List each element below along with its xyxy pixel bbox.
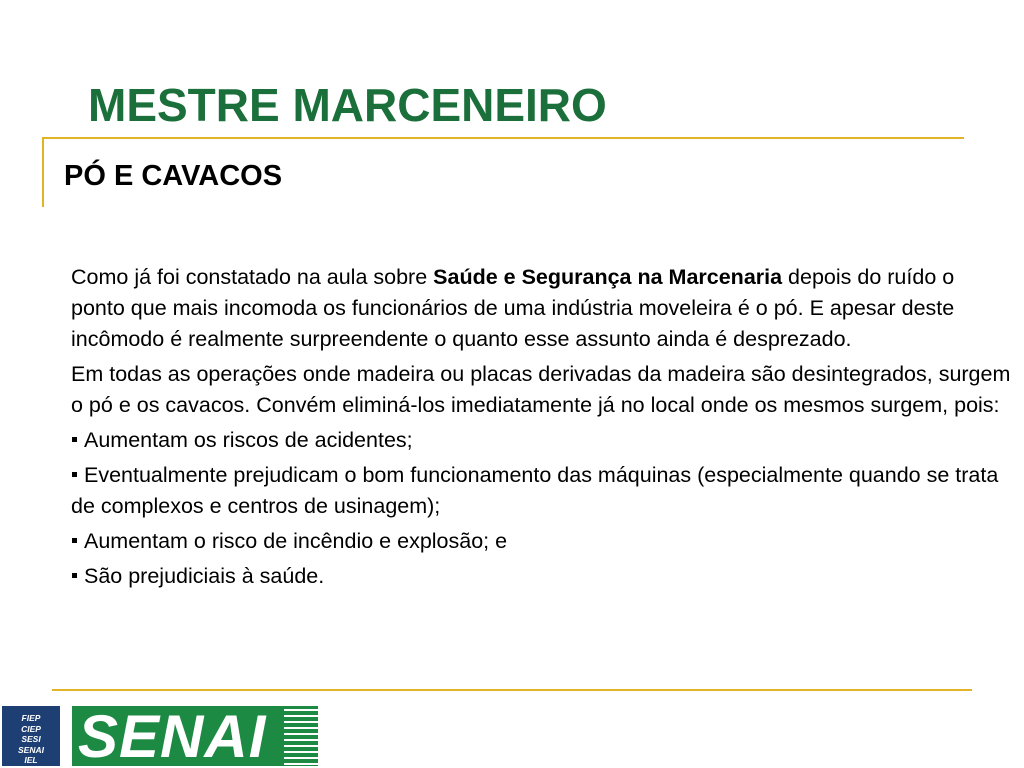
- senai-logo-stripes: [284, 706, 318, 766]
- senai-logo-text: SENAI: [78, 706, 267, 766]
- fiep-logo-line: CIEP: [21, 723, 41, 734]
- paragraph-intro-bold: Saúde e Segurança na Marcenaria: [433, 265, 783, 289]
- fiep-logo-line: SESI: [21, 734, 41, 744]
- fiep-logo-line: IEL: [24, 755, 38, 765]
- fiep-logo: [2, 706, 60, 766]
- fiep-logo-line: FIEP: [21, 713, 41, 723]
- bullet-icon: [72, 538, 77, 543]
- bullet-item: [71, 460, 1011, 522]
- paragraph-operations: Em todas as operações onde madeira ou placas derivadas da madeira são desintegrados, surgem o pó e os cavacos. Convém eliminá-los imediatamente já no local onde os mesmos surgem, pois:: [71, 362, 1011, 417]
- bullet-text: Aumentam os riscos de acidentes;: [84, 428, 413, 452]
- paragraph-intro-text-end: depois do ruído o ponto que mais incomoda os funcionários de uma indústria moveleira é o pó. E apesar deste incômodo é realmente surpreendente o quanto esse assunto ainda é desprezado.: [71, 265, 955, 351]
- slide-subtitle: PÓ E CAVACOS: [64, 160, 283, 192]
- paragraph-intro: [71, 262, 1011, 355]
- slide-title: MESTRE MARCENEIRO: [88, 79, 607, 131]
- bottom-divider: [52, 689, 972, 691]
- bullet-text: São prejudiciais à saúde.: [84, 564, 325, 588]
- fiep-logo-line: SENAI: [18, 744, 44, 755]
- bullet-icon: [72, 472, 77, 477]
- bullet-text: Aumentam o risco de incêndio e explosão; e: [84, 529, 508, 553]
- bullet-item: [71, 561, 1011, 592]
- bullet-icon: [72, 437, 77, 442]
- bullet-icon: [72, 573, 77, 578]
- bullet-item: [71, 425, 1011, 456]
- senai-logo: [72, 706, 318, 766]
- top-divider: [42, 137, 964, 139]
- bullet-text: Eventualmente prejudicam o bom funcionamento das máquinas (especialmente quando se trata de complexos e centros de usinagem);: [71, 463, 999, 518]
- slide-body: [71, 262, 1011, 596]
- paragraph-intro-text-start: Como já foi constatado na aula sobre: [71, 265, 434, 289]
- bullet-item: [71, 526, 1011, 557]
- left-accent-bar: [42, 137, 44, 207]
